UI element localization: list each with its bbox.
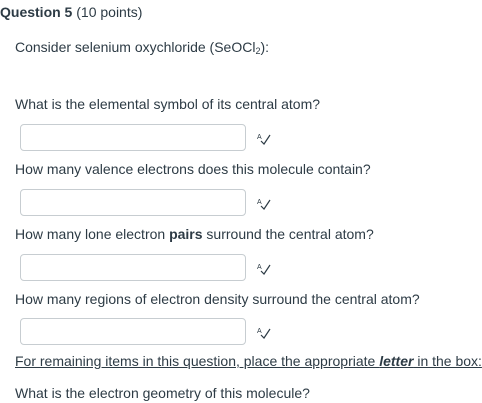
svg-text:A: A [257,264,262,271]
intro-text-end: ): [260,39,270,55]
item-1-answer-input[interactable] [20,124,246,151]
item-4-prompt: How many regions of electron density surround the central atom? [15,291,420,307]
instruction-text [15,352,482,370]
spell-check-icon[interactable] [257,196,271,210]
item-3-prompt [15,225,374,243]
instruction-emphasis: letter [379,353,414,369]
intro-subscript: 2 [255,46,261,56]
instruction-start: For remaining items in this question, place the appropriate [15,353,380,369]
item-1-prompt: What is the elemental symbol of its central atom? [15,96,321,112]
instruction-end: in the box: [413,353,482,369]
item-3-prompt-end: surround the central atom? [202,226,374,242]
item-2-answer-input[interactable] [20,189,246,216]
question-intro [15,38,269,60]
question-header [0,0,474,24]
item-4-answer-input[interactable] [20,318,246,345]
svg-text:A: A [257,134,262,141]
item-3-prompt-bold: pairs [169,226,203,242]
item-3-answer-input[interactable] [20,254,246,281]
next-question-prompt: What is the electron geometry of this molecule? [15,385,310,401]
item-2-prompt: How many valence electrons does this molecule contain? [15,161,371,177]
svg-text:A: A [257,199,262,206]
intro-text: Consider selenium oxychloride (SeOCl [15,39,256,55]
spell-check-icon[interactable] [257,325,271,339]
svg-text:A: A [257,328,262,335]
spell-check-icon[interactable] [257,131,271,145]
question-number: Question 5 [0,4,73,20]
question-points: (10 points) [76,4,143,20]
item-3-prompt-start: How many lone electron [15,226,170,242]
spell-check-icon[interactable] [257,261,271,275]
